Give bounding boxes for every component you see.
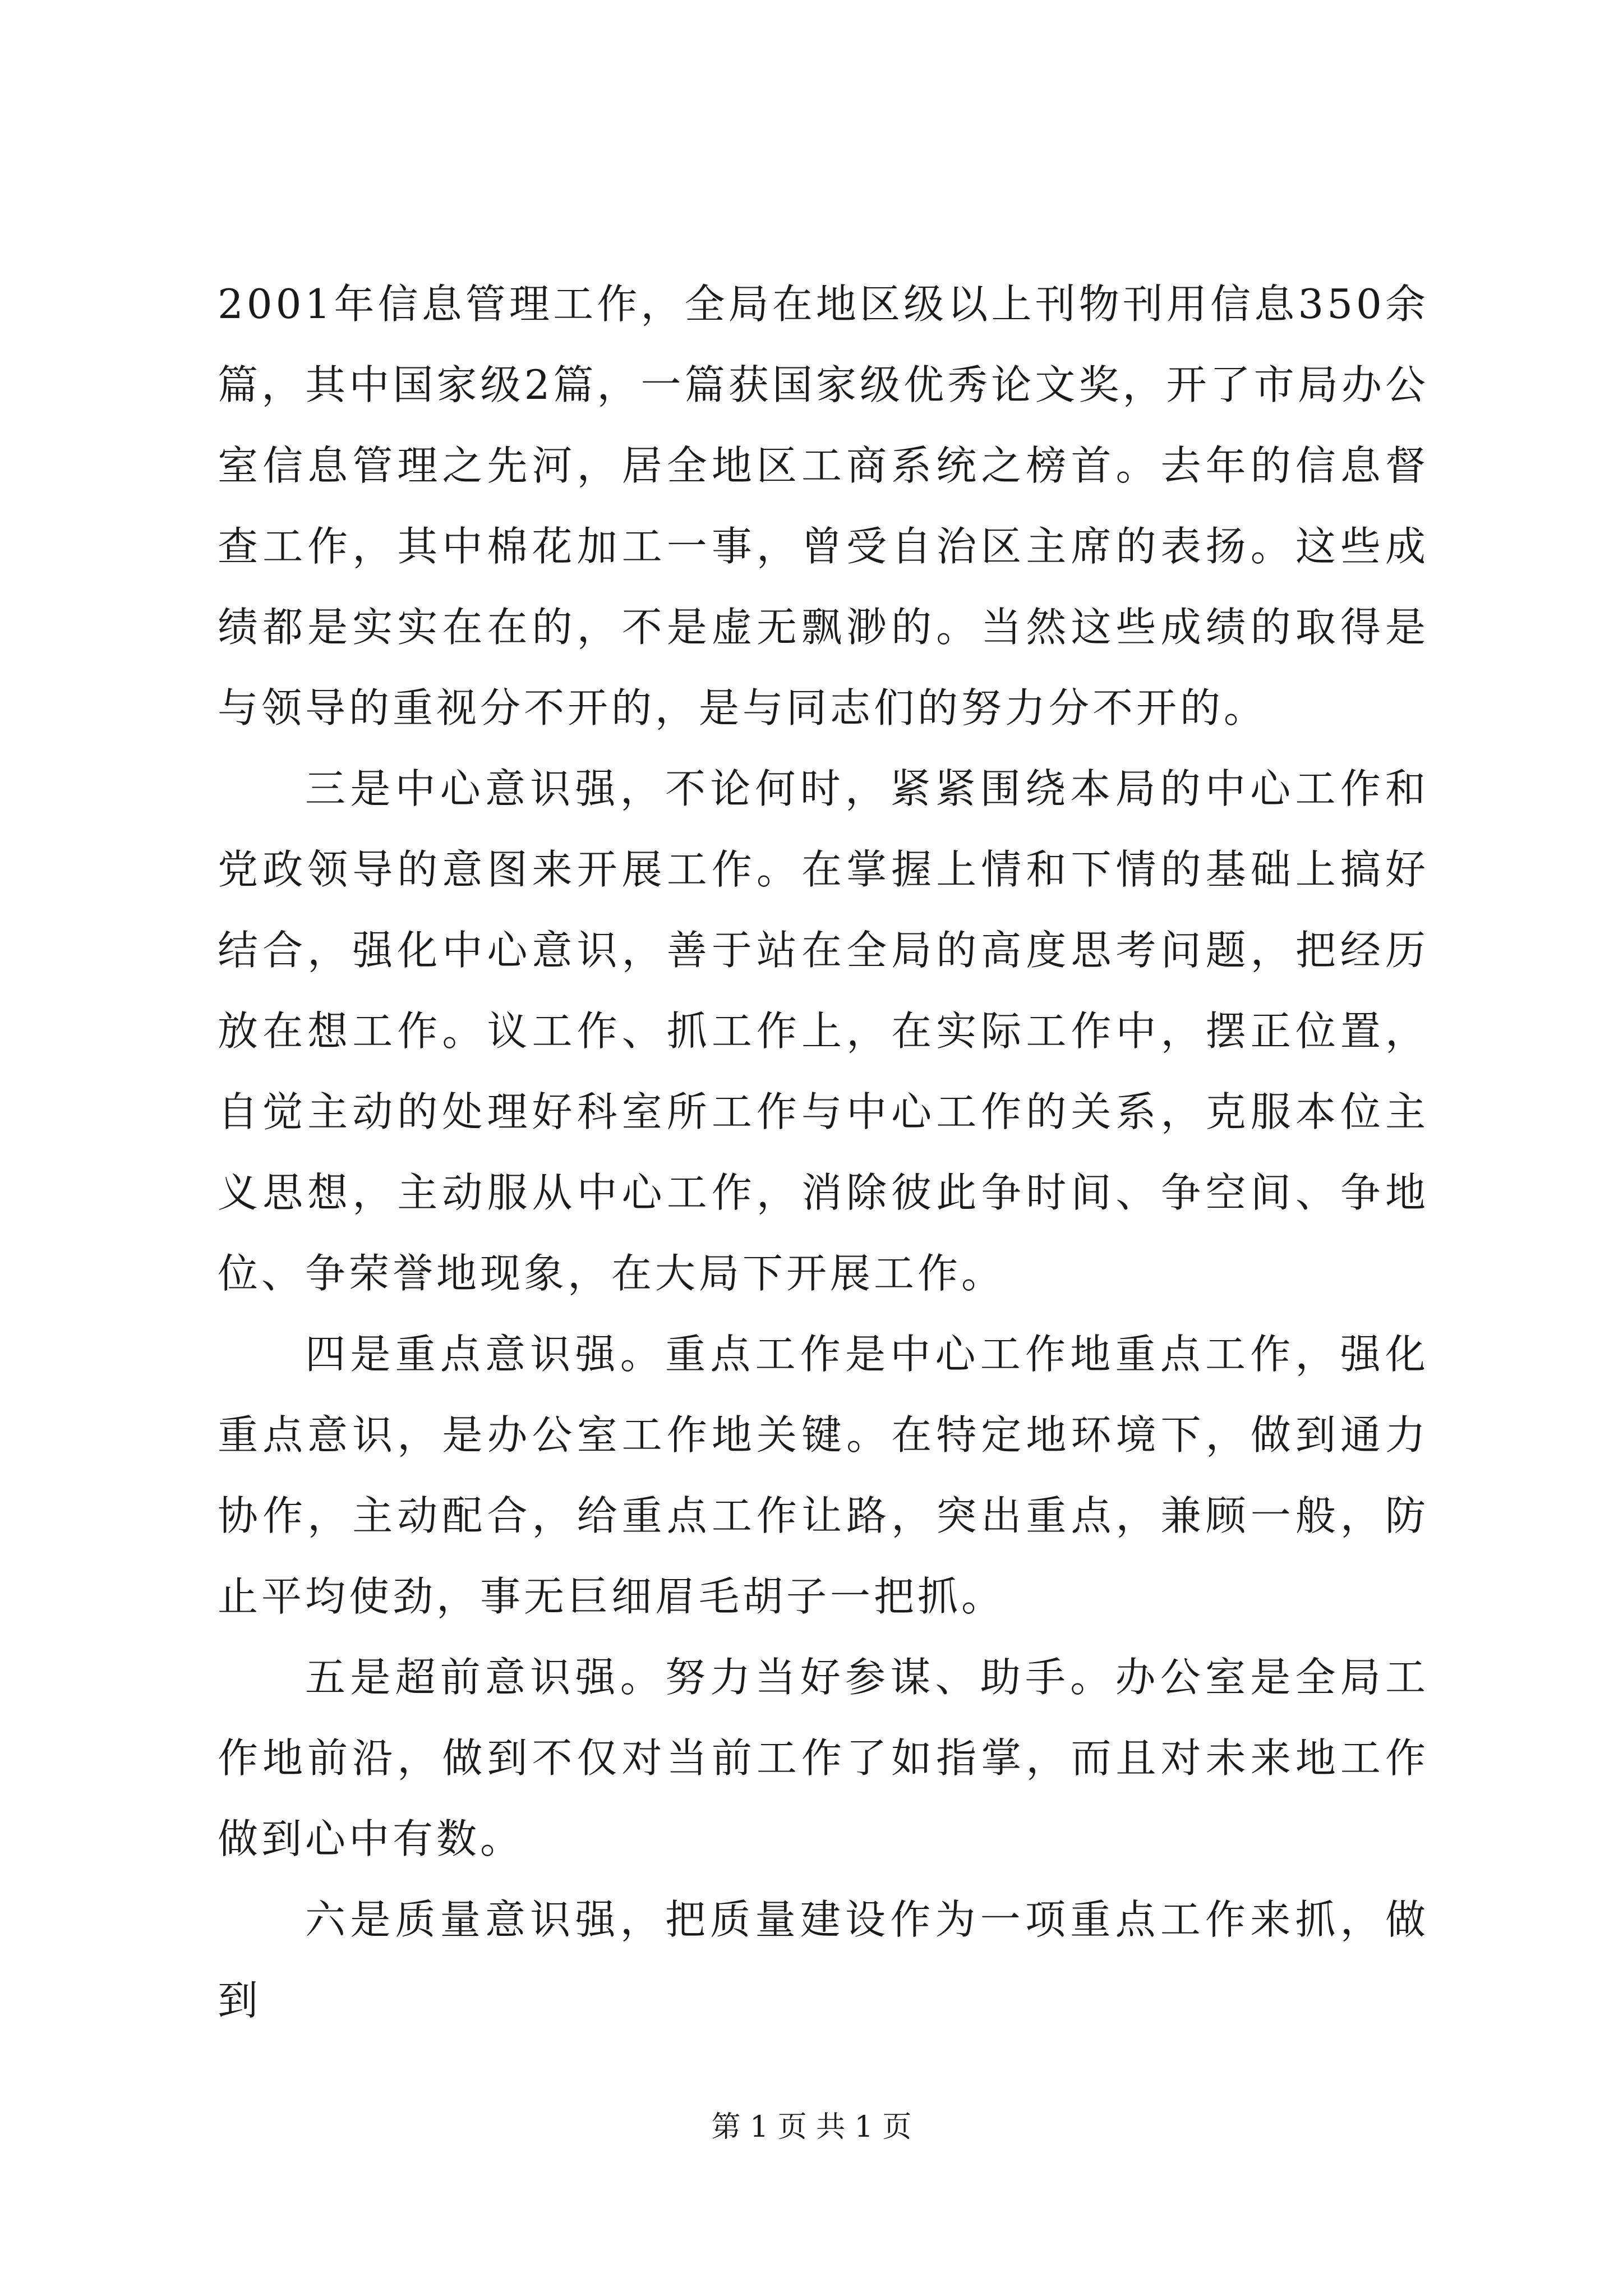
paragraph-forward-awareness: 五是超前意识强。努力当好参谋、助手。办公室是全局工作地前沿，做到不仅对当前工作了如指掌，而且对未来地工作做到心中有数。: [218, 1654, 1429, 1862]
paragraph-center-awareness: 三是中心意识强，不论何时，紧紧围绕本局的中心工作和党政领导的意图来开展工作。在掌握上情和下情的基础上搞好结合，强化中心意识，善于站在全局的高度思考问题，把经历放在想工作。议工作、抓工作上，在实际工作中，摆正位置，自觉主动的处理好科室所工作与中心工作的关系，克服本位主义思想，主动服从中心工作，消除彼此争时间、争空间、争地位、争荣誉地现象，在大局下开展工作。: [218, 765, 1429, 1297]
paragraph-information-work: 2001年信息管理工作，全局在地区级以上刊物刊用信息350余篇，其中国家级2篇，一篇获国家级优秀论文奖，开了市局办公室信息管理之先河，居全地区工商系统之榜首。去年的信息督查工作，其中棉花加工一事，曾受自治区主席的表扬。这些成绩都是实实在在的，不是虚无飘渺的。当然这些成绩的取得是与领导的重视分不开的，是与同志们的努力分不开的。: [218, 280, 1429, 731]
paragraph-quality-awareness: 六是质量意识强，把质量建设作为一项重点工作来抓，做到: [218, 1896, 1429, 2024]
paragraph-key-point-awareness: 四是重点意识强。重点工作是中心工作地重点工作，强化重点意识，是办公室工作地关键。在特定地环境下，做到通力协作，主动配合，给重点工作让路，突出重点，兼顾一般，防止平均使劲，事无巨细眉毛胡子一把抓。: [218, 1331, 1429, 1620]
page-footer: 第 1 页 共 1 页: [711, 2110, 912, 2144]
document-body: [218, 264, 1429, 2041]
